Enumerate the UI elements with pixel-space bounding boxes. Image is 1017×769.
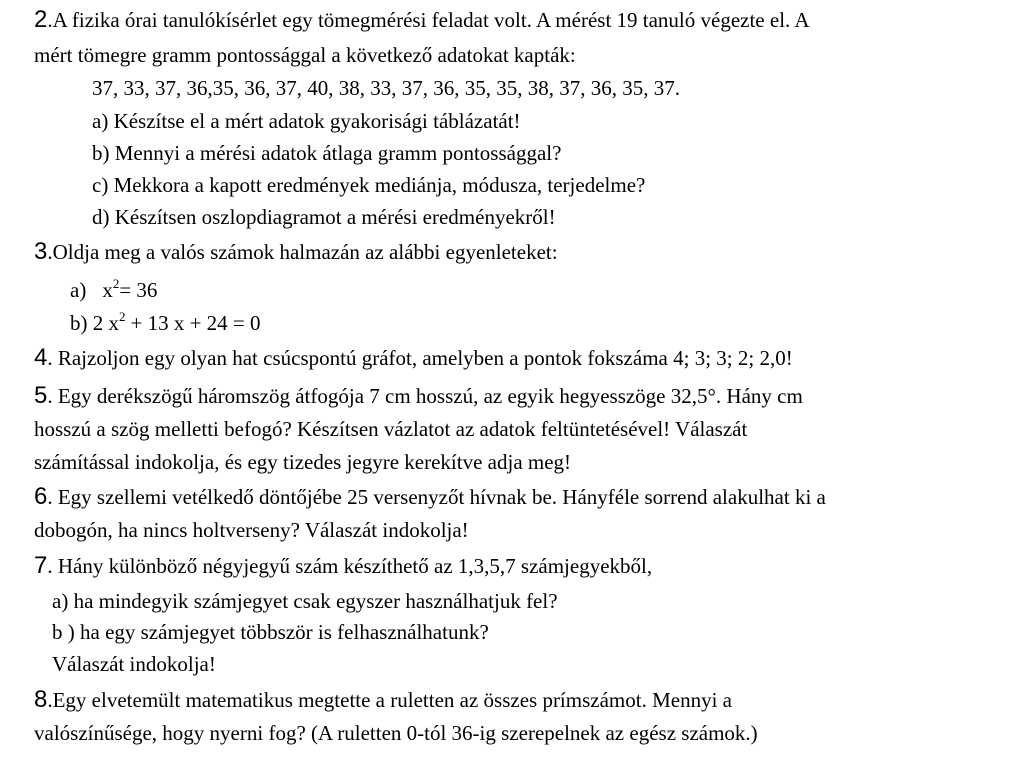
problem-7-line-1 [34,551,652,581]
eq-b-label: b) 2 x [70,311,119,335]
problem-2-sub-c: c) Mekkora a kapott eredmények mediánja, módusza, terjedelme? [92,173,646,197]
eq-a-base: x [102,278,113,302]
problem-4-line-1 [34,343,793,373]
problem-6-number: 6 [34,483,48,510]
problem-7-number: 7 [34,552,48,579]
problem-2-line-1 [34,5,810,35]
problem-7-closing: Válaszát indokolja! [52,652,216,676]
problem-4-text: . Rajzoljon egy olyan hat csúcspontú gráfot, amelyben a pontok fokszáma 4; 3; 3; 2; 2,0! [47,346,793,370]
problem-8-text: .Egy elvetemült matematikus megtette a ruletten az összes prímszámot. Mennyi a [47,688,732,712]
problem-6-text: . Egy szellemi vetélkedő döntőjébe 25 versenyzőt hívnak be. Hányféle sorrend alakulhat ki a [47,485,826,509]
eq-a-label: a) [70,278,87,302]
eq-a-rest: = 36 [119,278,158,302]
problem-7-text: . Hány különböző négyjegyű szám készíthető az 1,3,5,7 számjegyekből, [47,554,653,578]
eq-a-exponent: 2 [112,276,120,291]
problem-3-equation-a [70,275,157,305]
problem-8-line-1 [34,685,732,715]
problem-4-number: 4 [34,344,48,371]
problem-5-line-2: hosszú a szög melletti befogó? Készítsen vázlatot az adatok feltüntetésével! Válaszát [34,417,748,441]
problem-2-sub-a: a) Készítse el a mért adatok gyakorisági táblázatát! [92,109,521,133]
problem-6-line-2: dobogón, ha nincs holtverseny? Válaszát indokolja! [34,518,469,542]
problem-5-text: . Egy derékszögű háromszög átfogója 7 cm hosszú, az egyik hegyesszöge 32,5°. Hány cm [47,384,803,408]
problem-8-line-2: valószínűsége, hogy nyerni fog? (A ruletten 0-tól 36-ig szerepelnek az egész számok.) [34,721,758,745]
problem-2-text: .A fizika órai tanulókísérlet egy tömegmérési feladat volt. A mérést 19 tanuló végezte el. A [47,8,810,32]
problem-2-sub-d: d) Készítsen oszlopdiagramot a mérési eredményekről! [92,205,556,229]
problem-3-equation-b [70,308,261,338]
problem-6-line-1 [34,482,826,512]
problem-5-line-3: számítással indokolja, és egy tizedes jegyre kerekítve adja meg! [34,450,572,474]
problem-2-line-2: mért tömegre gramm pontossággal a következő adatokat kapták: [34,43,576,67]
problem-8-number: 8 [34,686,48,713]
problem-3-text: .Oldja meg a valós számok halmazán az alábbi egyenleteket: [47,240,558,264]
problem-3-line-1 [34,237,558,267]
problem-7-sub-b: b ) ha egy számjegyet többször is felhasználhatunk? [52,620,489,644]
problem-3-number: 3 [34,238,48,265]
problem-2-number: 2 [34,6,48,33]
problem-5-line-1 [34,381,803,411]
problem-2-sub-b: b) Mennyi a mérési adatok átlaga gramm pontossággal? [92,141,562,165]
problem-7-sub-a: a) ha mindegyik számjegyet csak egyszer használhatjuk fel? [52,589,558,613]
eq-b-exponent: 2 [119,309,126,324]
problem-5-number: 5 [34,382,48,409]
problem-2-data: 37, 33, 37, 36,35, 36, 37, 40, 38, 33, 37, 36, 35, 35, 38, 37, 36, 35, 37. [92,76,680,100]
eq-b-rest: + 13 x + 24 = 0 [130,311,261,335]
